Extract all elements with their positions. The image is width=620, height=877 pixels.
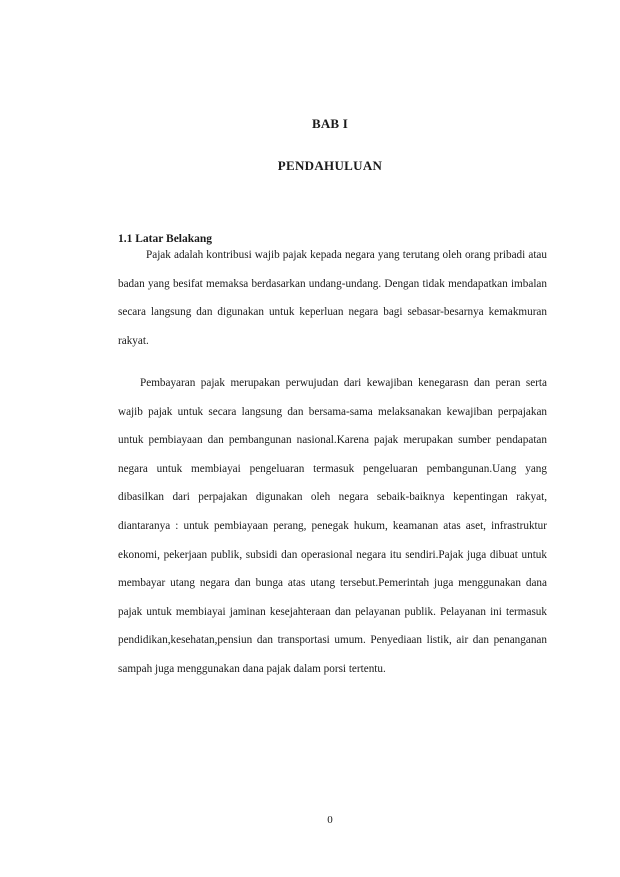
paragraph-1: Pajak adalah kontribusi wajib pajak kepada negara yang terutang oleh orang pribadi atau badan yang besifat memaksa berdasarkan undang-undang. Dengan tidak mendapatkan imbalan secara langsung dan digunakan untuk keperluan negara bagi sebasar-besarnya kemakmuran rakyat.: [118, 249, 547, 347]
chapter-title: PENDAHULUAN: [277, 158, 383, 173]
paragraph-2: Pembayaran pajak merupakan perwujudan dari kewajiban kenegarasn dan peran serta wajib pajak untuk secara langsung dan bersama-sama melaksanakan kewajiban perpajakan untuk pembiayaan dan pembangunan nasional.Karena pajak merupakan sumber pendapatan negara untuk membiayai pengeluaran termasuk pengeluaran pembangunan.Uang yang dibasilkan dari perpajakan digunakan oleh negara sebaik-baiknya kepentingan rakyat, diantaranya : untuk pembiayaan perang, penegak hukum, keamanan atas aset, infrastruktur ekonomi, pekerjaan publik, subsidi dan operasional negara itu sendiri.Pajak juga dibuat untuk membayar utang negara dan bunga atas utang tersebut.Pemerintah juga menggunakan dana pajak untuk membiayai jaminan kesejahteraan dan pelayanan publik. Pelayanan ini termasuk pendidikan,kesehatan,pensiun dan transportasi umum. Penyediaan listik, air dan penanganan sampah juga menggunakan dana pajak dalam porsi tertentu.: [118, 377, 547, 675]
page-number: 0: [327, 814, 333, 826]
chapter-number: BAB I: [311, 116, 349, 131]
section-heading: 1.1 Latar Belakang: [118, 233, 213, 245]
